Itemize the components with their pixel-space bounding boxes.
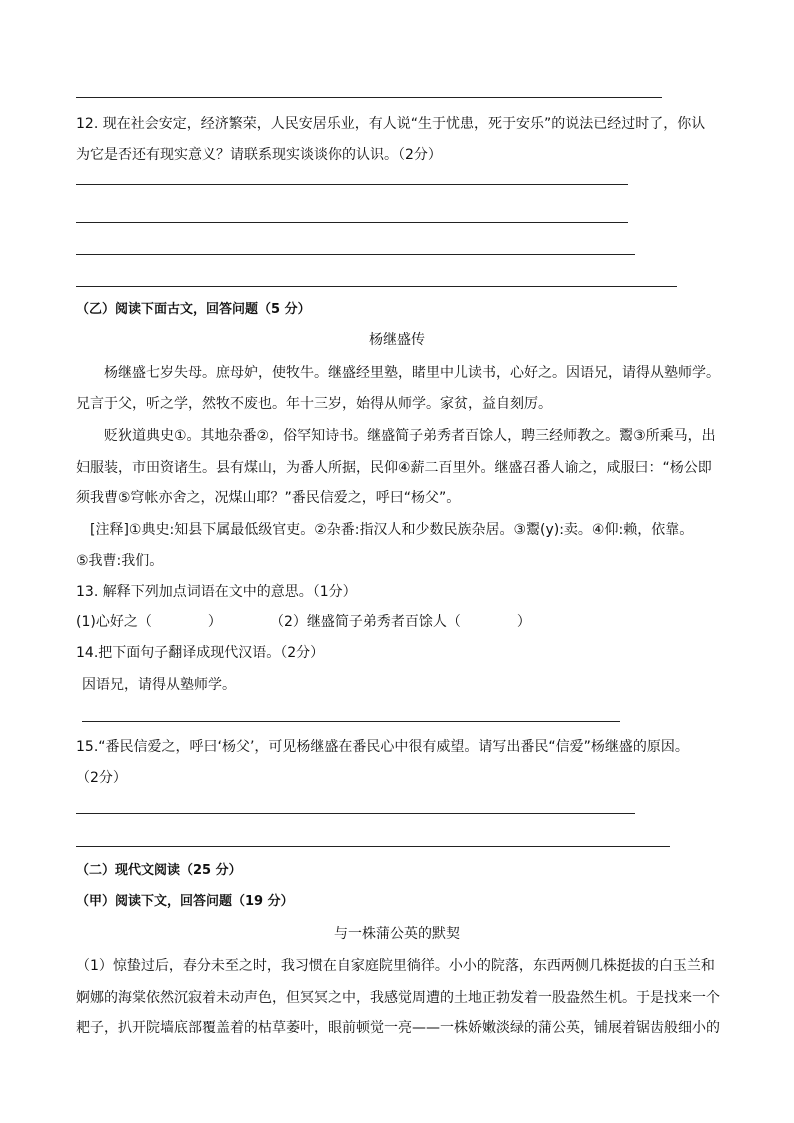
section-modern-heading: （二）现代文阅读（25 分）: [76, 863, 242, 878]
article-text: 婀娜的海棠依然沉寂着未动声色，但冥冥之中，我感觉周遭的土地正勃发着一股盎然生机。于是找来一个: [76, 990, 720, 1006]
answer-line: [76, 813, 635, 814]
passage-text: 兄言于父，听之学，然牧不废也。年十三岁，始得从师学。家贫，益自刻厉。: [76, 396, 552, 412]
q13-item2: （2）继盛简子弟秀者百馀人（ ）: [270, 614, 531, 630]
article-title: 与一株蒲公英的默契: [334, 926, 460, 942]
annotation-text: [注释]①典史:知县下属最低级官吏。②杂番:指汉人和少数民族杂居。③鬻(y):卖。④仰:赖，依靠。: [90, 522, 694, 538]
q12-line2: 为它是否还有现实意义？请联系现实谈谈你的认识。（2分）: [76, 147, 442, 163]
answer-line: [76, 184, 628, 185]
section-modern-subheading: （甲）阅读下文，回答问题（19 分）: [76, 894, 294, 909]
passage-text: 贬狄道典史①。其地杂番②，俗罕知诗书。继盛简子弟秀者百馀人，聘三经师教之。鬻③所乘马，出: [104, 428, 716, 444]
q15-line1: 15.“番民信爱之，呼曰‘杨父’，可见杨继盛在番民心中很有威望。请写出番民“信爱”杨继盛的原因。: [76, 739, 689, 755]
annotation-text: ⑤我曹:我们。: [76, 553, 164, 569]
passage-text: 妇服装，市田资诸生。县有煤山，为番人所据，民仰④薪二百里外。继盛召番人谕之，咸服曰：“杨公即: [76, 460, 712, 476]
q13-stem: 13. 解释下列加点词语在文中的意思。（1分）: [76, 584, 357, 600]
passage-text: 须我曹⑤穹帐亦舍之，况煤山耶？”番民信爱之，呼曰“杨父”。: [76, 490, 461, 506]
q15-line2: （2分）: [76, 770, 127, 786]
answer-line: [76, 286, 677, 287]
passage-title: 杨继盛传: [369, 332, 425, 348]
answer-line: [76, 222, 628, 223]
passage-text: 杨继盛七岁失母。庶母妒，使牧牛。继盛经里塾，睹里中儿读书，心好之。因语兄，请得从塾师学。: [104, 365, 720, 381]
answer-line: [76, 97, 662, 98]
answer-line: [76, 846, 670, 847]
article-text: （1）惊蛰过后，春分未至之时，我习惯在自家庭院里徜徉。小小的院落，东西两侧几株挺拔的白玉兰和: [76, 958, 715, 974]
q13-item1: (1)心好之（ ）: [76, 614, 222, 630]
answer-line: [82, 721, 620, 722]
answer-line: [76, 254, 635, 255]
q12-line1: 12. 现在社会安定，经济繁荣，人民安居乐业，有人说“生于忧患，死于安乐”的说法已经过时了，你认: [76, 116, 706, 132]
article-text: 耙子，扒开院墙底部覆盖着的枯草萎叶，眼前顿觉一亮——一株娇嫩淡绿的蒲公英，铺展着锯齿般细小的: [76, 1020, 720, 1036]
q14-stem: 14.把下面句子翻译成现代汉语。（2分）: [76, 645, 325, 661]
q14-sentence: 因语兄，请得从塾师学。: [82, 677, 236, 693]
section-yi-heading: （乙）阅读下面古文，回答问题（5 分）: [76, 302, 311, 317]
